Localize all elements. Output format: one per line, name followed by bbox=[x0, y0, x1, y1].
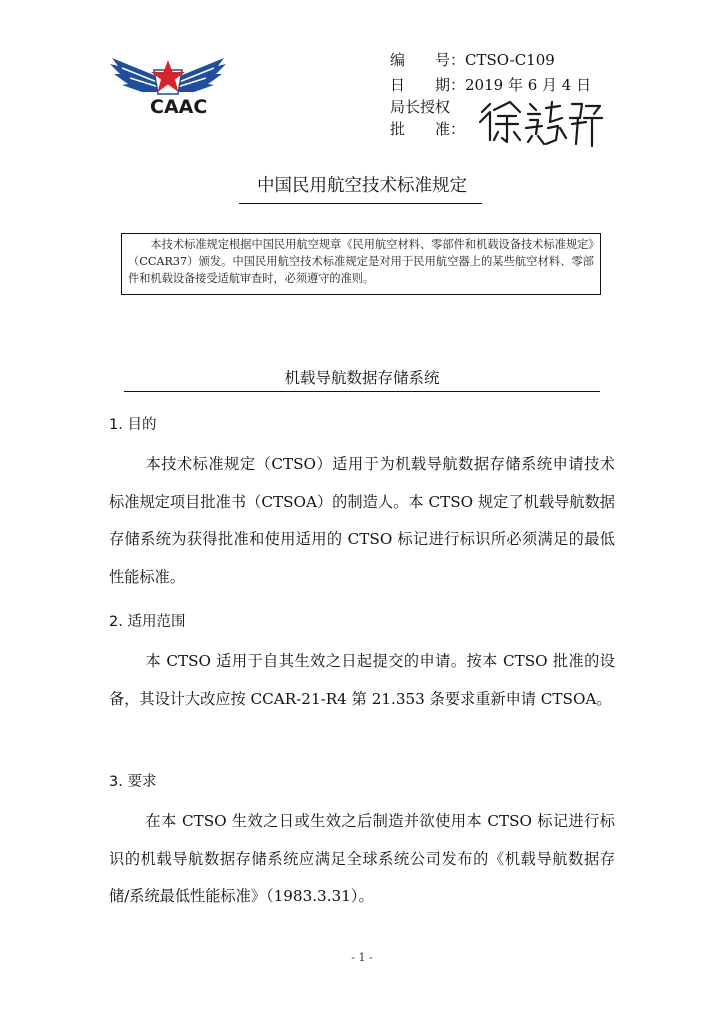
doc-date-value: 2019 年 6 月 4 日 bbox=[465, 76, 592, 94]
authorization-row bbox=[390, 97, 450, 117]
standard-title-rule bbox=[124, 391, 600, 392]
caac-logo-text: CAAC bbox=[150, 96, 208, 118]
section-heading-purpose: 1. 目的 bbox=[109, 417, 157, 433]
document-title: 中国民用航空技术标准规定 bbox=[257, 176, 467, 196]
section-body-requirements bbox=[109, 803, 615, 916]
signature-image bbox=[476, 98, 606, 148]
doc-date-row bbox=[390, 75, 591, 95]
approval-row bbox=[390, 119, 465, 139]
section-body-scope bbox=[109, 643, 615, 718]
section-heading-requirements: 3. 要求 bbox=[109, 774, 157, 790]
paragraph: 本 CTSO 适用于自其生效之日起提交的申请。按本 CTSO 批准的设备，其设计大改应按 CCAR-21-R4 第 21.353 条要求重新申请 CTSOA。 bbox=[109, 652, 615, 708]
doc-number-row bbox=[390, 50, 555, 70]
authorization-label: 局长授权 bbox=[390, 98, 451, 116]
notice-text: 本技术标准规定根据中国民用航空规章《民用航空材料、零部件和机载设备技术标准规定》（CCAR37）颁发。中国民用航空技术标准规定是对用于民用航空器上的某些航空材料、零部件和机载设备接受适航审查时，必须遵守的准则。 bbox=[128, 238, 594, 285]
doc-number-label: 编 号： bbox=[390, 51, 466, 69]
notice-box bbox=[121, 233, 601, 295]
approval-label: 批 准： bbox=[390, 120, 466, 138]
doc-number-value: CTSO-C109 bbox=[465, 51, 555, 69]
page-number: - 1 - bbox=[351, 951, 373, 964]
title-underline bbox=[239, 203, 482, 204]
paragraph: 本技术标准规定（CTSO）适用于为机载导航数据存储系统申请技术标准规定项目批准书（CTSOA）的制造人。本 CTSO 规定了机载导航数据存储系统为获得批准和使用适用的 CTSO 标记进行标识所必须满足的最低性能标准。 bbox=[109, 455, 615, 586]
section-heading-scope: 2. 适用范围 bbox=[109, 614, 186, 630]
paragraph: 在本 CTSO 生效之日或生效之后制造并欲使用本 CTSO 标记进行标识的机载导航数据存储系统应满足全球系统公司发布的《机载导航数据存储/系统最低性能标准》（1983.3.31）。 bbox=[109, 812, 615, 905]
standard-title: 机载导航数据存储系统 bbox=[284, 369, 440, 387]
doc-date-label: 日 期： bbox=[390, 76, 466, 94]
section-body-purpose bbox=[109, 446, 615, 596]
